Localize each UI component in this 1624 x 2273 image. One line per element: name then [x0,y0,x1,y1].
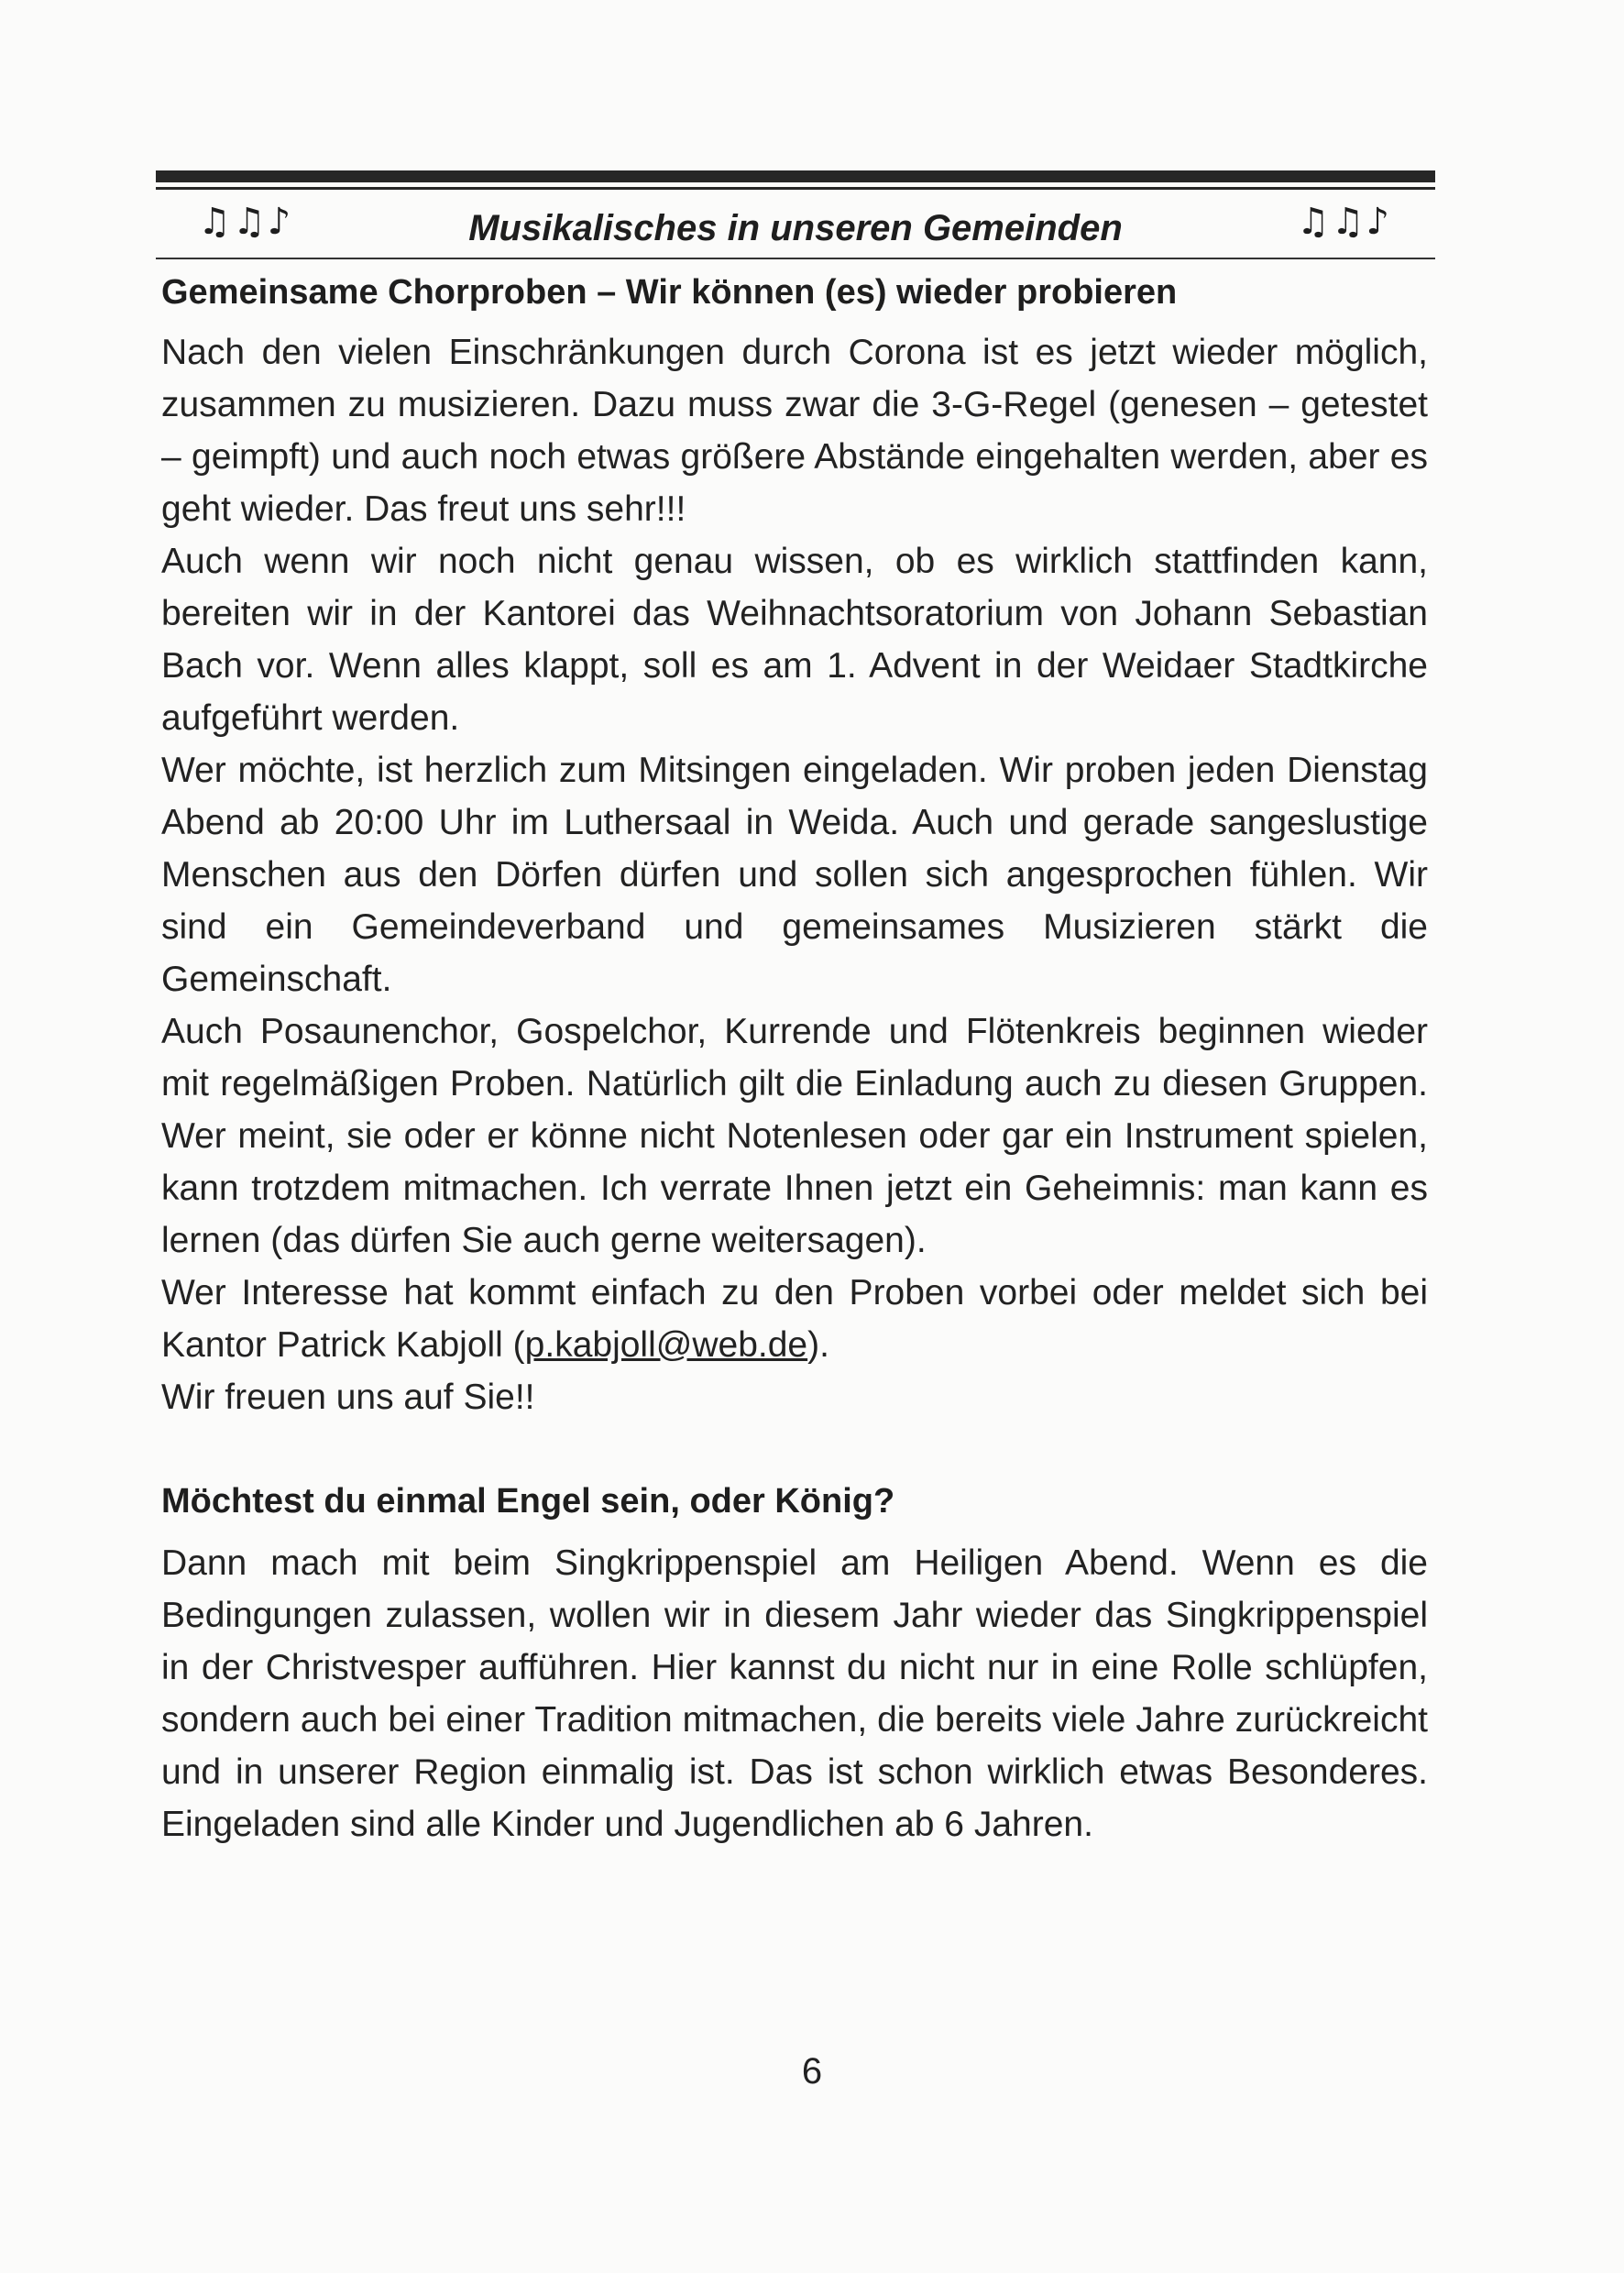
header-rule-thick [156,170,1435,182]
section-heading-chorproben: Gemeinsame Chorproben – Wir können (es) wieder probieren [161,273,1178,312]
contact-text: Wer Interesse hat kommt einfach zu den Proben vorbei oder meldet sich bei Kantor Patrick Kabjoll ( [161,1273,1428,1365]
page-header [156,170,1435,259]
paragraph-gruppen: Auch Posaunenchor, Gospelchor, Kurrende und Flötenkreis beginnen wieder mit regelmäßigen Proben. Natürlich gilt die Einladung auch zu diesen Gruppen. Wer meint, sie oder er könne nicht Notenlesen oder gar ein Instrument spielen, kann trotzdem mitmachen. Ich verrate Ihnen jetzt ein Geheimnis: man kann es lernen (das dürfen Sie auch gerne weitersagen). [161,1012,1428,1260]
paragraph-corona: Nach den vielen Einschränkungen durch Corona ist es jetzt wieder möglich, zusammen zu musizieren. Dazu muss zwar die 3-G-Regel (genesen – getestet – geimpft) und auch noch etwas größere Abstände eingehalten werden, aber es geht wieder. Das freut uns sehr!!! [161,333,1428,529]
header-title: Musikalisches in unseren Gemeinden [468,208,1123,248]
article-content [161,266,1428,1850]
paragraph-krippenspiel: Dann mach mit beim Singkrippenspiel am Heiligen Abend. Wenn es die Bedingungen zulassen, wollen wir in diesem Jahr wieder das Singkrippenspiel in der Christvesper aufführen. Hier kannst du nicht nur in eine Rolle schlüpfen, sondern auch bei einer Tradition mitmachen, die bereits viele Jahre zurückreicht und in unserer Region einmalig ist. Das ist schon wirklich etwas Besonderes. Eingeladen sind alle Kinder und Jugendlichen ab 6 Jahren. [161,1543,1428,1844]
header-row [156,190,1435,258]
paragraph-mitsingen: Wer möchte, ist herzlich zum Mitsingen eingeladen. Wir proben jeden Dienstag Abend ab 20:00 Uhr im Luthersaal in Weida. Auch und gerade sangeslustige Menschen aus den Dörfen dürfen und sollen sich angesprochen fühlen. Wir sind ein Gemeindeverband und gemeinsames Musizieren stärkt die Gemeinschaft. [161,751,1428,999]
header-rule-bottom [156,258,1435,259]
paragraph-contact [161,1267,1428,1371]
music-notes-icon-left: ♫♫♪ [198,201,293,243]
section-heading-krippenspiel: Möchtest du einmal Engel sein, oder König? [161,1482,895,1521]
contact-email-link[interactable]: p.kabjoll@web.de [524,1325,808,1365]
page-number: 6 [801,2051,823,2092]
music-notes-icon-right: ♫♫♪ [1296,201,1391,243]
paragraph-weihnachtsoratorium: Auch wenn wir noch nicht genau wissen, ob es wirklich stattfinden kann, bereiten wir in der Kantorei das Weihnachtsoratorium von Johann Sebastian Bach vor. Wenn alles klappt, soll es am 1. Advent in der Weidaer Stadtkirche aufgeführt werden. [161,542,1428,738]
paragraph-closing: Wir freuen uns auf Sie!! [161,1378,535,1417]
contact-text-end: ). [807,1325,829,1365]
